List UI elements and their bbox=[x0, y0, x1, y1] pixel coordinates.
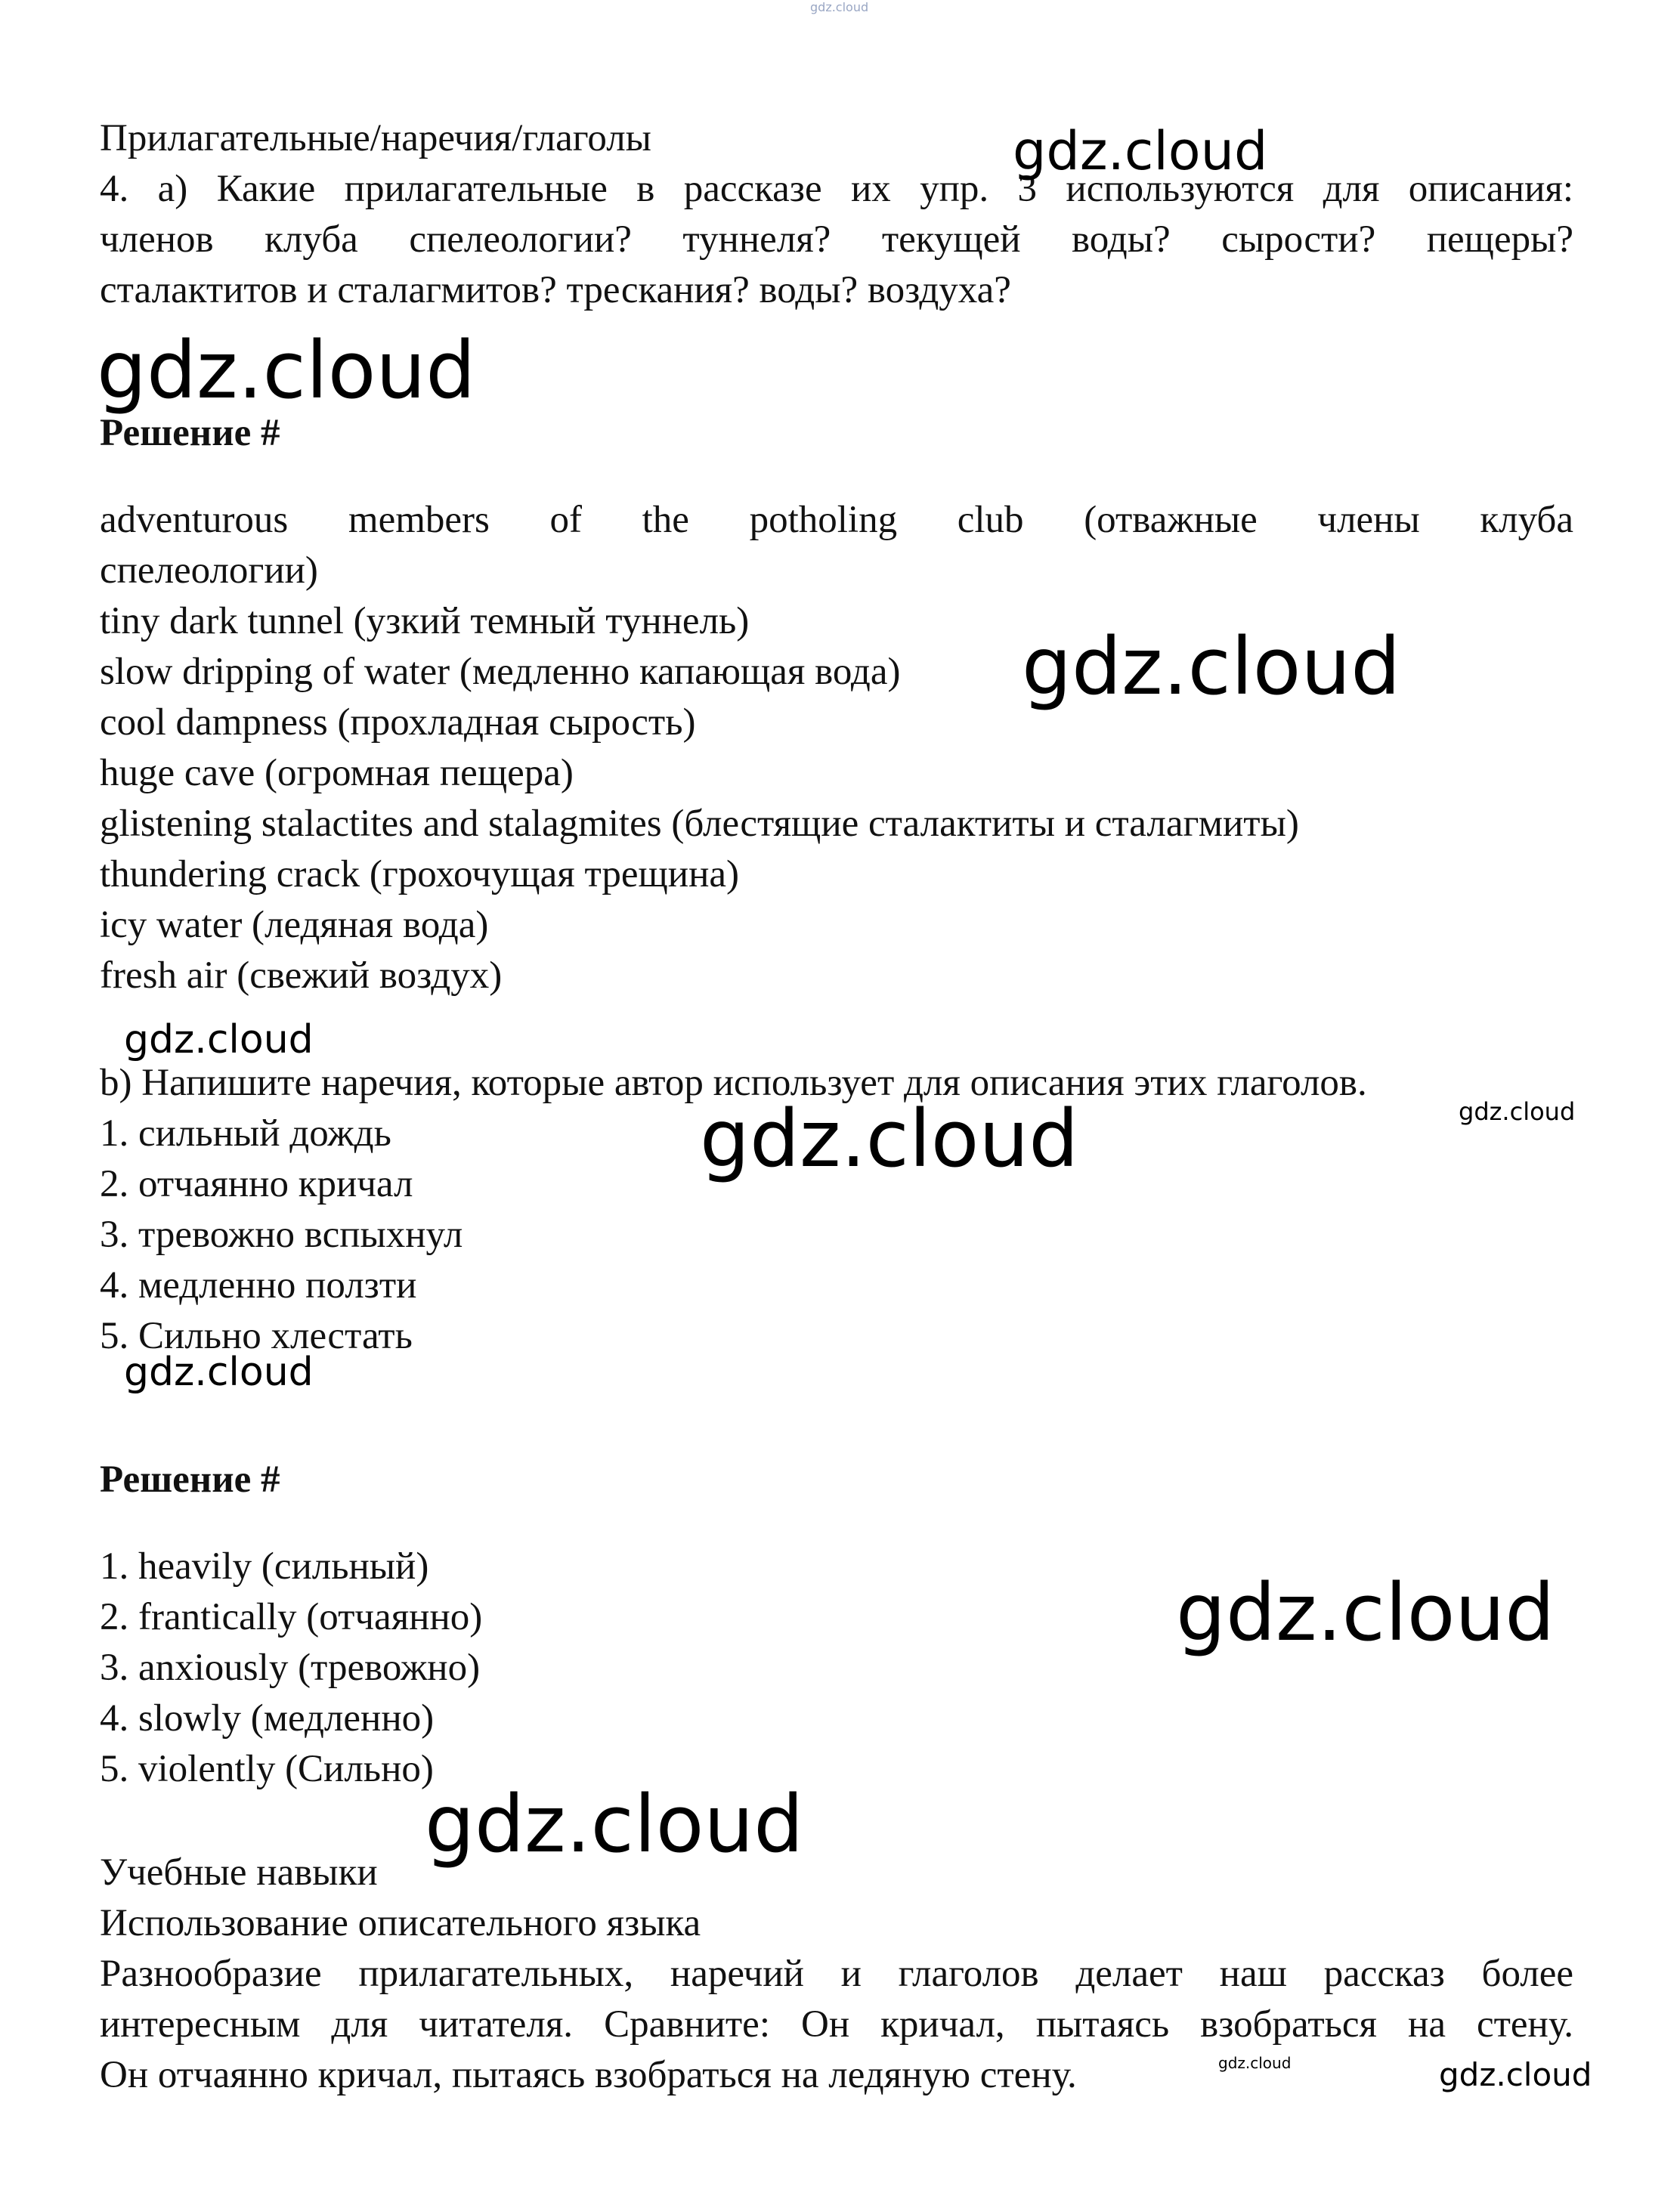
list-item: 2. отчаянно кричал bbox=[100, 1163, 413, 1205]
solution-1-list bbox=[100, 495, 1573, 1001]
paragraph-line: Он отчаянно кричал, пытаясь взобраться на ледяную стену. bbox=[100, 2054, 1077, 2096]
list-item: thundering crack (грохочущая трещина) bbox=[100, 853, 740, 895]
watermark: gdz.cloud bbox=[1439, 2056, 1592, 2093]
list-item: 1. heavily (сильный) bbox=[100, 1545, 429, 1588]
paragraph-line: интересным для читателя. Сравните: Он кричал, пытаясь взобраться на стену. bbox=[100, 2003, 1573, 2046]
watermark: gdz.cloud bbox=[425, 1778, 804, 1870]
list-item: fresh air (свежий воздух) bbox=[100, 954, 503, 997]
solution-label: Решение # bbox=[100, 412, 280, 454]
list-item: adventurous members of the potholing club (отважные члены клуба bbox=[100, 499, 1573, 541]
watermark: gdz.cloud bbox=[1176, 1567, 1555, 1659]
section-heading: Прилагательные/наречия/глаголы bbox=[100, 117, 651, 159]
list-item: tiny dark tunnel (узкий темный туннель) bbox=[100, 600, 750, 642]
task-line: сталактитов и сталагмитов? трескания? воды? воздуха? bbox=[100, 269, 1011, 311]
task-line: b) Напишите наречия, которые автор использует для описания этих глаголов. bbox=[100, 1062, 1367, 1104]
watermark: gdz.cloud bbox=[97, 324, 476, 416]
watermark: gdz.cloud bbox=[810, 0, 869, 14]
list-item: 3. anxiously (тревожно) bbox=[100, 1647, 481, 1689]
exercise-4a bbox=[100, 113, 1573, 316]
task-line: 4. а) Какие прилагательные в рассказе их упр. 3 используются для описания: bbox=[100, 168, 1573, 210]
task-line: членов клуба спелеологии? туннеля? текущей воды? сырости? пещеры? bbox=[100, 218, 1573, 261]
watermark: gdz.cloud bbox=[700, 1093, 1079, 1185]
list-item: icy water (ледяная вода) bbox=[100, 904, 489, 946]
list-item: 5. violently (Сильно) bbox=[100, 1748, 434, 1790]
list-item: slow dripping of water (медленно капающая вода) bbox=[100, 651, 901, 693]
study-skills bbox=[100, 1848, 1573, 2101]
list-item: спелеологии) bbox=[100, 549, 318, 592]
list-item: 4. slowly (медленно) bbox=[100, 1697, 435, 1740]
list-item: huge cave (огромная пещера) bbox=[100, 752, 574, 794]
section-subheading: Использование описательного языка bbox=[100, 1902, 701, 1944]
watermark: gdz.cloud bbox=[1022, 620, 1401, 713]
paragraph-line: Разнообразие прилагательных, наречий и глаголов делает наш рассказ более bbox=[100, 1953, 1573, 1995]
list-item: 4. медленно ползти bbox=[100, 1264, 417, 1307]
list-item: 2. frantically (отчаянно) bbox=[100, 1596, 483, 1638]
solution-label: Решение # bbox=[100, 1458, 280, 1501]
list-item: 3. тревожно вспыхнул bbox=[100, 1214, 463, 1256]
watermark: gdz.cloud bbox=[124, 1017, 314, 1062]
list-item: cool dampness (прохладная сырость) bbox=[100, 701, 696, 744]
list-item: glistening stalactites and stalagmites (блестящие сталактиты и сталагмиты) bbox=[100, 803, 1299, 845]
watermark: gdz.cloud bbox=[1013, 120, 1268, 182]
list-item: 1. сильный дождь bbox=[100, 1112, 391, 1155]
watermark: gdz.cloud bbox=[124, 1350, 314, 1395]
watermark: gdz.cloud bbox=[1459, 1097, 1576, 1126]
section-heading: Учебные навыки bbox=[100, 1851, 378, 1894]
list-item: 5. Сильно хлестать bbox=[100, 1315, 413, 1357]
watermark: gdz.cloud bbox=[1218, 2054, 1292, 2072]
